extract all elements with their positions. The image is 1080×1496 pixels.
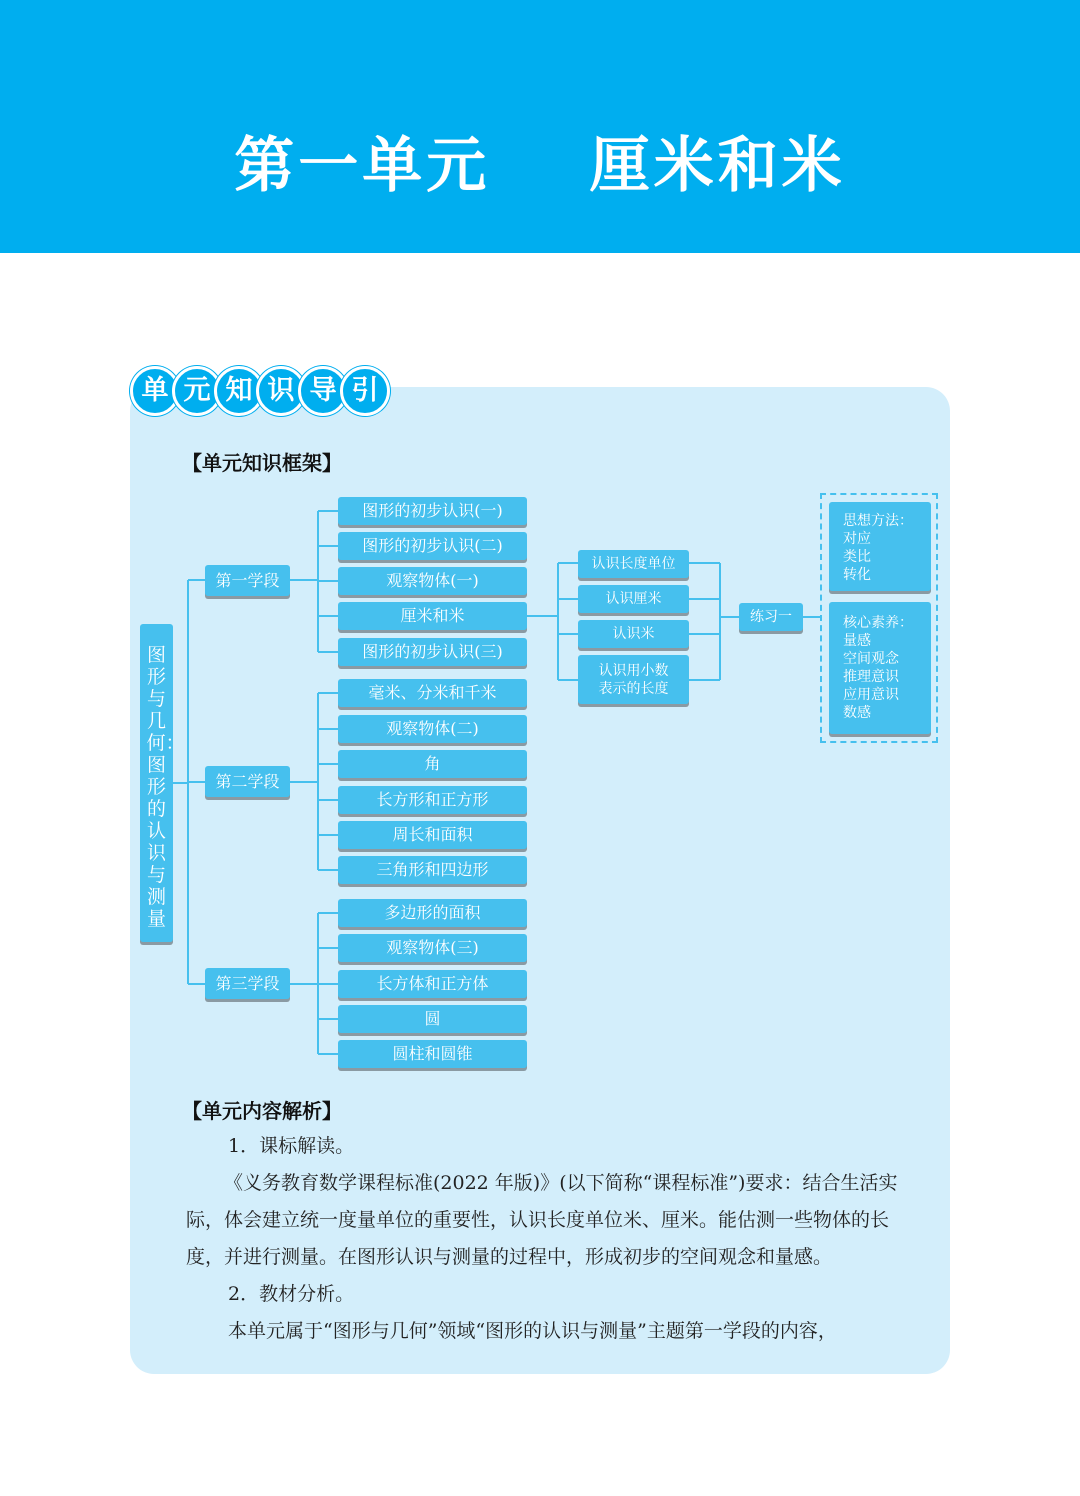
topic-box: 圆 [338, 1005, 527, 1033]
core-literacy-box: 核心素养： 量感 空间观念 推理意识 应用意识 数感 [829, 602, 931, 734]
topic-box: 圆柱和圆锥 [338, 1040, 527, 1068]
root-topic-label: 图形与几何：图形的认识与测量 [146, 644, 185, 930]
lesson-box: 认识长度单位 [578, 550, 689, 578]
section-tag-char: 识 [256, 366, 306, 416]
lesson-box: 认识用小数 表示的长度 [578, 655, 689, 704]
practice-box: 练习一 [739, 603, 803, 631]
stage-3-box: 第三学段 [205, 968, 290, 999]
section-tag-char: 知 [214, 366, 264, 416]
stage-1-box: 第一学段 [205, 565, 290, 596]
section-tag-char: 单 [130, 366, 180, 416]
topic-box: 长方体和正方体 [338, 970, 527, 998]
analysis-item-2: 2．教材分析。 [228, 1283, 355, 1305]
topic-box: 长方形和正方形 [338, 786, 527, 814]
topic-box: 观察物体(三) [338, 934, 527, 962]
thinking-methods-box: 思想方法： 对应 类比 转化 [829, 502, 931, 591]
analysis-item-1: 1．课标解读。 [228, 1135, 355, 1157]
topic-box: 三角形和四边形 [338, 856, 527, 884]
unit-title: 第一单元 厘米和米 [234, 131, 846, 201]
lesson-box: 认识米 [578, 620, 689, 648]
analysis-paragraph-1: 《义务教育数学课程标准(2022 年版)》(以下简称“课程标准”)要求：结合生活实际，体会建立统一度量单位的重要性，认识长度单位米、厘米。能估测一些物体的长度，并进行测量。在图形认识与测量的过程中，形成初步的空间观念和量感。 [186, 1172, 898, 1268]
topic-box: 图形的初步认识(二) [338, 532, 527, 560]
topic-box: 观察物体(二) [338, 715, 527, 743]
stage-2-box: 第二学段 [205, 766, 290, 797]
analysis-paragraph-2: 本单元属于“图形与几何”领域“图形的认识与测量”主题第一学段的内容， [228, 1320, 837, 1342]
topic-box: 角 [338, 750, 527, 778]
framework-heading: 【单元知识框架】 [182, 451, 342, 475]
lesson-box: 认识厘米 [578, 585, 689, 613]
topic-box: 周长和面积 [338, 821, 527, 849]
root-topic-box [140, 624, 185, 942]
section-tag-char: 引 [340, 366, 390, 416]
analysis-heading: 【单元内容解析】 [182, 1099, 342, 1123]
topic-box: 多边形的面积 [338, 899, 527, 927]
topic-box: 图形的初步认识(三) [338, 638, 527, 666]
topic-box-current: 厘米和米 [338, 602, 527, 630]
section-tag-char: 导 [298, 366, 348, 416]
topic-box: 图形的初步认识(一) [338, 497, 527, 525]
topic-box: 观察物体(一) [338, 567, 527, 595]
topic-box: 毫米、分米和千米 [338, 679, 527, 707]
section-tag-char: 元 [172, 366, 222, 416]
